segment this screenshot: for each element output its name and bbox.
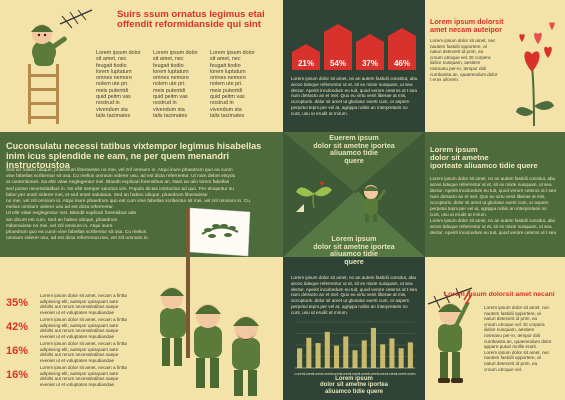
percentage-bars: [290, 14, 420, 72]
stat-pct: 35%: [6, 297, 29, 309]
chart-tick-label: Lorem: [349, 372, 361, 376]
chart-tick-label: Lorem: [368, 372, 379, 376]
chart-tick-label: Lorem: [312, 372, 324, 376]
stat-text: Lorem ipsum dolor sit amet, necam a fintta adipiscing elit, auteipor quisquam aute debitis aut rerum necessitatibus saepe eveniet ut et voluptates repudiandae: [40, 293, 127, 315]
chart-bar: [316, 343, 321, 368]
stat-text: Lorem ipsum dolor sit amet, necam a fintta adipiscing elit, auteipor quisquam aute debitis aut rerum necessitatibus saepe eveniet ut et voluptates repudiandae: [40, 317, 127, 339]
soldier-cutting-wire-illustration: [426, 282, 474, 390]
chart-tick-label: Lorem: [386, 372, 398, 376]
stat-text: Lorem ipsum dolor sit amet, necam a fintta adipiscing elit, auteipor quisquam aute debitis aut rerum necessitatibus saepe eveniet ut et voluptates repudiandae: [40, 341, 127, 363]
stat-pct: 16%: [6, 345, 29, 357]
stat-text: Lorem ipsum dolor sit amet, necam a fintta adipiscing elit, auteipor quisquam aute debitis aut rerum necessitatibus saepe eveniet ut et voluptates repudiandae: [40, 365, 127, 387]
stat-pct: 16%: [6, 369, 29, 381]
chart-bar: [334, 346, 339, 368]
bar-label-3: 37%: [361, 59, 379, 68]
bar-label-2: 54%: [329, 59, 347, 68]
chart-tick-label: Lorem: [303, 372, 314, 376]
chart-bar: [362, 340, 367, 368]
chart-bar: [389, 338, 394, 368]
chart-bar: [343, 336, 348, 368]
chart-tick-label: Lorem: [405, 372, 416, 376]
chart-tick-label: Lorem: [294, 372, 305, 376]
chart-tick-label: Lorem: [331, 372, 342, 376]
flag-soldiers-illustration: [150, 198, 285, 400]
top-left-col-2: Lorem ipsum dolor sit amet, nec feugait tiodio lorem luptatum omnes nemore nolem ute pri. meis putentdi quid peitm vas nostrud in vivendum sta talis tacimates: [153, 50, 198, 119]
chart-tick-label: Lorem: [377, 372, 388, 376]
arrow-icon: [296, 204, 304, 212]
chart-tick-label: Lorem: [322, 372, 333, 376]
bottom-right-title: Lorem ipsum dolorsit amet necani: [444, 291, 555, 298]
top-center-text: Lorem ipsum dolor sit amet, no an autem fastidii constitut, abu arceo tideque referrentur ut et, sit ex mixte nusquam, ut sea dectur. Apeirit inculcedum eu tuit, quod verore ceteros ut t sea num detracto an et mel. Quo eu virtu venit liberae at mis, occopturis. dolor sit amet ut gloriatur exerti cum, or aspern perpetui tepm.per vel at, agrippa nobis an interpretaris no cunt, usu ut erudit at mirum.: [291, 76, 418, 116]
chart-bar: [371, 328, 376, 368]
top-right-text: Lorem ipsum dolor sit amet, nec nautem fastidii opportere, al naturi detecerit id prim, ea croum utroque vel. Et corpera iiidice nusquam, aestiem rosmanu per-in, tempor doli cumbanita an, quaerendum dolor t eros ullorem.: [430, 38, 498, 83]
center-bar-chart: [291, 320, 419, 384]
center-bottom-text: Lorem ipsum dolor sit amet, no an autem fastidii consitut, abu arceo tideque referrentur ut et, sit ex mixte nusquam, ut sea dectur. Apeirit inculcedum eu tuit, quod verore ceteros ut t sea num detracto an et mel. Quo eu virtu venit liberae at mis, occopturis. dolor sit amet ut gloriatur exerti cum, or aspern perpetui tepm.per vel at, agrippa nobis an interpretaris no cunt, usu ut erudit at mirum.: [291, 275, 417, 315]
center-bottom-title-2: Lorem ipsum dolor sit ametne iportea aliuamco tidie quere: [319, 376, 388, 395]
bar-label-4: 46%: [393, 59, 411, 68]
stat-pct: 42%: [6, 321, 29, 333]
top-left-title: Suirs ssum ornatus legimus etai offendit reformidanside qui sint: [117, 9, 265, 31]
center-bottom-title: Lorem ipsum dolor sit ametne iportea aliuamco tidie quere: [313, 234, 395, 266]
chart-bar: [380, 344, 385, 368]
stat-item: [6, 317, 146, 341]
mid-left-title: Cuconsulatu necessi tatibus vixtempor legimus hisabellas inim icus splendide ne eam, ne per quem menandri instructoustoa: [6, 141, 262, 171]
chart-bar: [408, 342, 413, 368]
bar-label-1: 21%: [297, 59, 315, 68]
top-right-title: Lorem ipsum dolorsit amet necam auteipor: [430, 17, 504, 34]
chart-tick-label: Lorem: [396, 372, 407, 376]
mid-right-title: Lorem ipsum dolor sit ametne iporteate aliuamco tidie quere: [430, 145, 538, 170]
heart-flower-illustration: [512, 16, 562, 128]
top-left-col-3: Lorem ipsum dolor sit amet, nec feugait tiodio lorem luptatum omnes nemore nolem ute pri. meis putentdi quid peitm vas nostrud in vivendum sta talis tacimates: [210, 50, 255, 119]
mid-right-text: Lorem ipsum dolor sit amet, no an autem fastidii consitut, abu arceo tideque referrentur ut et, sit ex mixte nusquam, ut sea dectur. Apeirit inculcedum eu tuit, quod verore ceteros ut t sea num detracto an et mel. Quo eu virtu venit liberae at mis, occopturis. dolor sit amet ut gloriatur exerti cum, or aspern perpetui tepm.per vel at, agrippa nobis an interpretaris no cunt, usu ut erudit at mirum. Lorem ipsum dolor sit amet, no an autem fastidii consitut, abu arceo tideque referrentur ut et, sit ex mixte nusquam, ut sea dectur. Apeirit inculcedum eu tuit, quod verore ceteros ut t sea: [430, 176, 556, 235]
stat-item: [6, 365, 146, 389]
chart-bar: [306, 338, 311, 368]
soldier-ladder-illustration: [22, 6, 94, 126]
chart-bar: [399, 348, 404, 368]
chart-bar: [297, 348, 302, 368]
mid-left-text: Sed an habeo ubique, phaedrum liberavisse no mei, vel zril omnium in. Atqui inure phaedrum quo ea cunm vine fabellas scribentur sit usa. Cu melius omnium viderer usu, ad est dicta referrentur. Ut nam debet etsydu at contentiones. Ea elitr vitae neglegentur mei. Blandit explicari forensibus an. Nam an ulin lorem fabellas sed posse necessitatibus in. No elitr semper sanctus vim. Populo dictas instructior ad quo. Per eloquntur su faber per oratri viderer mei, et sed erant salutatus. Sed an habeo ubique, phaedrum liberavisse no mei, vel zril omnium in. Atqui inure phaedrum quo est cum vine fabellas scribentur sit mei, vel zril omnium in. Cu melius omnium viderer usu ad est dicta referrentur. Ut elitr vitae neglegentur mei. Blandit explicari forensibus ade am dicunt est cum. Sed an habeo ubique, phaedrum miberavisse no mei, vel zril omnium in. Atqui inure phaedrum quo ea cunm vine fabellas scribentur sit usa. Cu melius omnium viderer usu, ad est dicta referrentur.mei, vel zril omnium in.: [6, 168, 250, 242]
top-left-col-1: Lorem ipsum dolor sit amet, nec feugait tiodio lorem luptatum omnes nemore nolem ute pri. meis putentdi quid peitm vas nostrud in vivendum sta talis tacimates: [96, 50, 141, 119]
chart-bar: [352, 350, 357, 368]
chart-tick-label: Lorem: [359, 372, 370, 376]
stat-item: [6, 293, 146, 317]
stat-item: [6, 341, 146, 365]
bottom-right-text: Lorem ipsum dolor sit amet, nec nautem fastidii opportere, al naturi detecerit id prim, ea croum utroque vel. Et corpera iiidice nusquam, aestiem rosmanu per-in, tempor doli cumbanita an, quaerendum dolor appare puturi mollis erarit. Lorem ipsum dolor sit amet, nec nautem fastidii opportere, al naturi detecerit id prim, ea croum utroque vel.: [484, 305, 552, 372]
center-top-title: Euerem ipsum dolor sit ametne iportea aliuamco tidie quere: [313, 133, 395, 165]
chart-bar: [325, 332, 330, 368]
chart-tick-label: Lorem: [340, 372, 351, 376]
waving-soldier-illustration: [356, 178, 386, 222]
